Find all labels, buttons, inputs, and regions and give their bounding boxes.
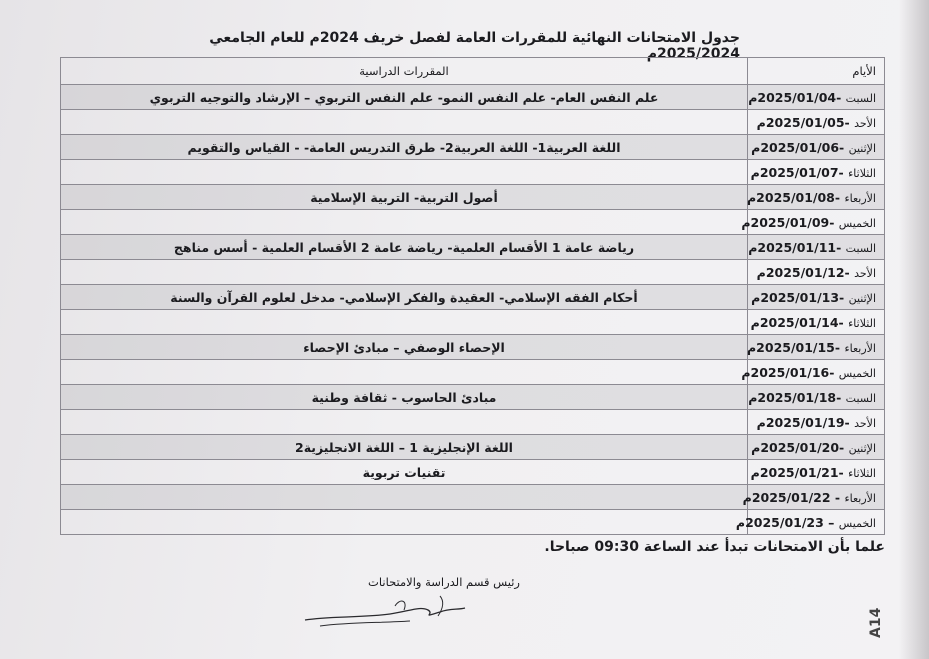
courses-cell <box>61 485 748 510</box>
table-row <box>61 110 885 135</box>
day-name: الأربعاء <box>844 191 876 205</box>
day-date: -2025/01/13م <box>751 289 845 305</box>
day-name: الأربعاء <box>844 491 876 505</box>
courses-cell <box>61 260 748 285</box>
day-name: السبت <box>845 91 876 105</box>
courses-cell: مبادئ الحاسوب - ثقافة وطنية <box>61 385 748 410</box>
table-header-row <box>61 58 885 85</box>
courses-cell <box>61 510 748 535</box>
table-row <box>61 435 885 460</box>
table-row <box>61 310 885 335</box>
day-name: الثلاثاء <box>848 316 876 330</box>
day-date: -2025/01/21م <box>750 464 844 480</box>
courses-cell: علم النفس العام- علم النفس النمو- علم النفس التربوي – الإرشاد والتوجيه التربوي <box>61 85 748 110</box>
signature-title: رئيس قسم الدراسة والامتحانات <box>368 575 520 589</box>
day-name: الثلاثاء <box>848 166 876 180</box>
courses-header: المقررات الدراسية <box>61 58 748 85</box>
table-row <box>61 235 885 260</box>
day-date: -2025/01/19م <box>756 414 850 430</box>
day-name: الأحد <box>854 416 876 430</box>
page-code: A14 <box>868 607 884 638</box>
table-row <box>61 510 885 535</box>
day-cell <box>741 360 885 385</box>
day-date: -2025/01/20م <box>751 439 845 455</box>
day-cell <box>742 485 885 510</box>
table-row <box>61 135 885 160</box>
day-date: -2025/01/04م <box>748 89 842 105</box>
day-date: -2025/01/15م <box>747 339 841 355</box>
courses-cell: تقنيات تربوية <box>61 460 748 485</box>
courses-cell: الإحصاء الوصفي – مبادئ الإحصاء <box>61 335 748 360</box>
day-date: -2025/01/16م <box>741 364 835 380</box>
courses-cell <box>61 410 748 435</box>
day-date: -2025/01/14م <box>750 314 844 330</box>
start-time-note: علما بأن الامتحانات تبدأ عند الساعة 09:30 صباحا. <box>544 539 885 555</box>
courses-cell <box>61 210 748 235</box>
day-cell <box>735 510 885 535</box>
courses-cell: أحكام الفقه الإسلامي- العقيدة والفكر الإسلامي- مدخل لعلوم القرآن والسنة <box>61 285 748 310</box>
day-name: الإثنين <box>848 141 876 155</box>
day-date: -2025/01/07م <box>750 164 844 180</box>
day-name: السبت <box>845 241 876 255</box>
day-name: الإثنين <box>848 291 876 305</box>
table-row <box>61 485 885 510</box>
courses-cell: اللغة الإنجليزية 1 – اللغة الانجليزية2 <box>61 435 748 460</box>
day-date: -2025/01/09م <box>741 214 835 230</box>
day-cell <box>748 285 885 310</box>
day-cell <box>748 135 885 160</box>
day-cell <box>748 110 885 135</box>
document-title: جدول الامتحانات النهائية للمقررات العامة لفصل خريف 2024م للعام الجامعي 2025/2024م <box>209 30 740 62</box>
courses-cell <box>61 310 748 335</box>
table-row <box>61 285 885 310</box>
table-row <box>61 360 885 385</box>
day-name: الأحد <box>854 116 876 130</box>
signature-mark <box>300 588 470 633</box>
day-name: السبت <box>845 391 876 405</box>
table-row <box>61 335 885 360</box>
courses-cell: رياضة عامة 1 الأقسام العلمية- رياضة عامة 2 الأقسام العلمية - أسس مناهج <box>61 235 748 260</box>
day-name: الأحد <box>854 266 876 280</box>
exam-schedule-table <box>60 57 885 535</box>
day-cell <box>748 235 885 260</box>
table-row <box>61 85 885 110</box>
day-date: -2025/01/18م <box>748 389 842 405</box>
table-row <box>61 460 885 485</box>
courses-cell <box>61 360 748 385</box>
day-date: -2025/01/06م <box>751 139 845 155</box>
table-row <box>61 260 885 285</box>
day-date: -2025/01/12م <box>756 264 850 280</box>
courses-cell <box>61 160 748 185</box>
day-cell <box>748 435 885 460</box>
day-cell <box>741 210 885 235</box>
table-row <box>61 185 885 210</box>
day-date: - 2025/01/22م <box>742 489 841 505</box>
courses-cell: أصول التربية- التربية الإسلامية <box>61 185 748 210</box>
day-name: الخميس <box>838 366 876 380</box>
photo-shadow <box>899 0 929 659</box>
day-cell <box>748 310 885 335</box>
day-cell <box>748 260 885 285</box>
day-name: الخميس <box>838 216 876 230</box>
day-date: -2025/01/05م <box>756 114 850 130</box>
days-header: الأيام <box>748 58 885 85</box>
courses-cell: اللغة العربية1- اللغة العربية2- طرق التدريس العامة- - القياس والتقويم <box>61 135 748 160</box>
day-name: الثلاثاء <box>848 466 876 480</box>
table-row <box>61 385 885 410</box>
table-row <box>61 410 885 435</box>
courses-cell <box>61 110 748 135</box>
day-date: -2025/01/11م <box>748 239 842 255</box>
day-cell <box>748 185 885 210</box>
day-date: -2025/01/08م <box>747 189 841 205</box>
day-name: الإثنين <box>848 441 876 455</box>
day-date: – 2025/01/23م <box>735 514 835 530</box>
day-cell <box>748 460 885 485</box>
day-cell <box>748 85 885 110</box>
day-cell <box>748 410 885 435</box>
day-cell <box>748 385 885 410</box>
day-cell <box>748 160 885 185</box>
day-cell <box>748 335 885 360</box>
day-name: الخميس <box>838 516 876 530</box>
table-row <box>61 160 885 185</box>
day-name: الأربعاء <box>844 341 876 355</box>
table-row <box>61 210 885 235</box>
